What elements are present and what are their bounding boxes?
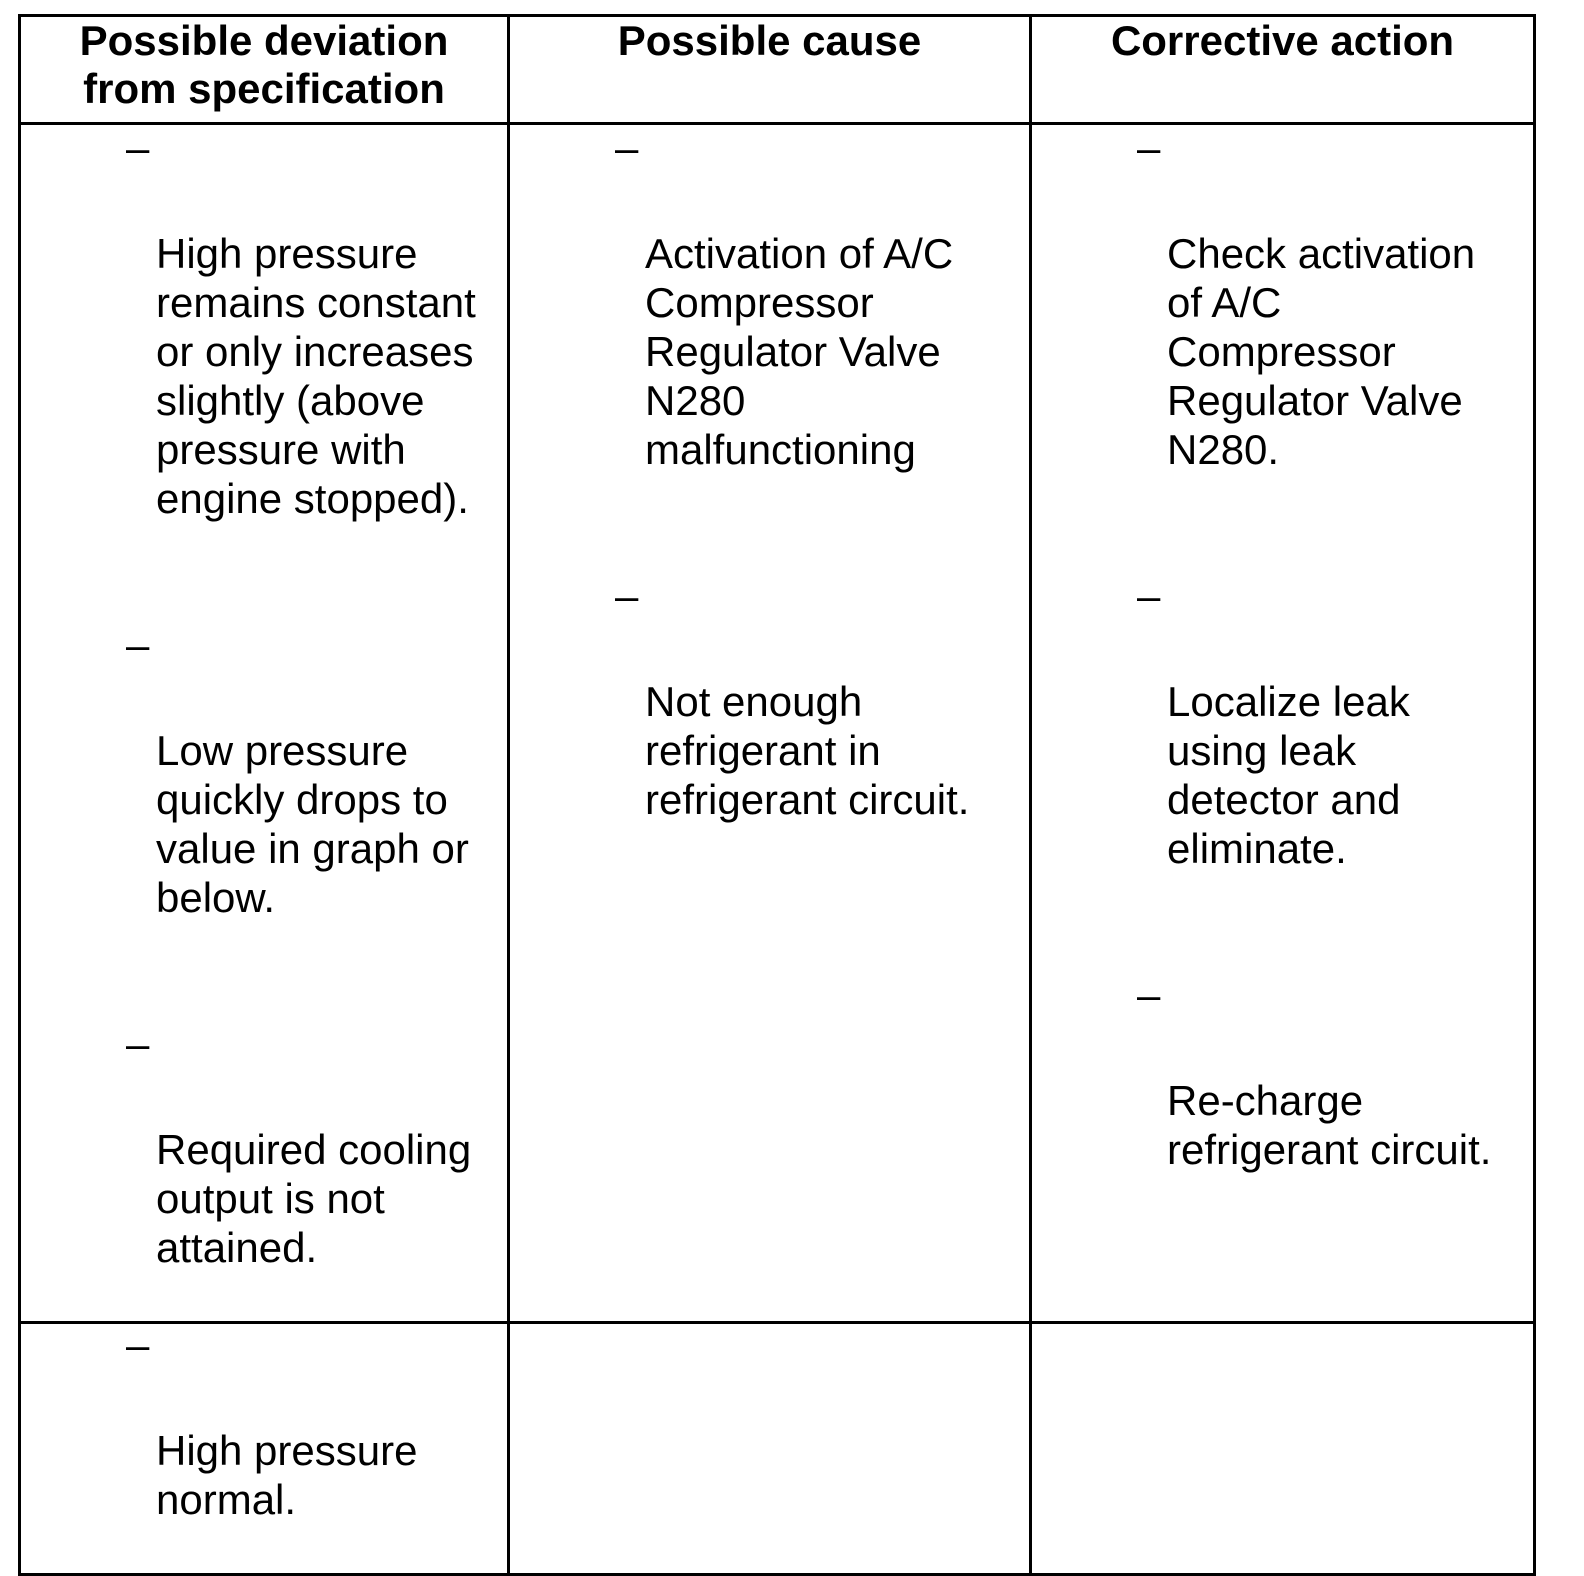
deviation-cell bbox=[20, 124, 509, 1323]
deviation-text: High pressure remains constant or only increases slightly (above pressure with engine stopped). bbox=[156, 230, 476, 522]
table-header-row bbox=[20, 16, 1535, 124]
cause-cell bbox=[509, 124, 1031, 1323]
cause-text: Not enough refrigerant in refrigerant circuit. bbox=[645, 678, 970, 823]
list-item bbox=[1032, 971, 1533, 1223]
header-action: Corrective action bbox=[1031, 16, 1535, 124]
table-row bbox=[20, 1323, 1535, 1575]
bullet-dash: – bbox=[615, 124, 639, 171]
bullet-dash: – bbox=[126, 124, 150, 171]
action-cell-empty bbox=[1031, 1323, 1535, 1575]
action-text: Localize leak using leak detector and eliminate. bbox=[1167, 678, 1410, 872]
deviation-text: Required cooling output is not attained. bbox=[156, 1126, 472, 1271]
deviation-text: Low pressure quickly drops to value in graph or below. bbox=[156, 727, 469, 921]
deviation-cell bbox=[20, 1323, 509, 1575]
list-item bbox=[510, 124, 1029, 523]
action-text: Check activation of A/C Compressor Regulator Valve N280. bbox=[1167, 230, 1476, 473]
header-cause: Possible cause bbox=[509, 16, 1031, 124]
bullet-dash: – bbox=[126, 1321, 150, 1368]
diagnosis-table bbox=[18, 14, 1536, 1576]
cause-cell-empty bbox=[509, 1323, 1031, 1575]
bullet-dash: – bbox=[1137, 124, 1161, 171]
table-row bbox=[20, 124, 1535, 1323]
cause-text: Activation of A/C Compressor Regulator Valve N280 malfunctioning bbox=[645, 230, 954, 473]
bullet-dash: – bbox=[615, 572, 639, 619]
bullet-dash: – bbox=[1137, 572, 1161, 619]
list-item bbox=[510, 572, 1029, 873]
bullet-dash: – bbox=[1137, 971, 1161, 1018]
bullet-dash: – bbox=[126, 1020, 150, 1067]
list-item bbox=[1032, 572, 1533, 922]
bullet-dash: – bbox=[126, 621, 150, 668]
deviation-text: High pressure normal. bbox=[156, 1427, 418, 1523]
action-cell bbox=[1031, 124, 1535, 1323]
header-deviation: Possible deviation from specification bbox=[20, 16, 509, 124]
list-item bbox=[21, 124, 507, 572]
list-item bbox=[21, 1321, 507, 1573]
list-item bbox=[21, 621, 507, 971]
action-text: Re-charge refrigerant circuit. bbox=[1167, 1077, 1492, 1173]
list-item bbox=[21, 1020, 507, 1321]
list-item bbox=[1032, 124, 1533, 523]
